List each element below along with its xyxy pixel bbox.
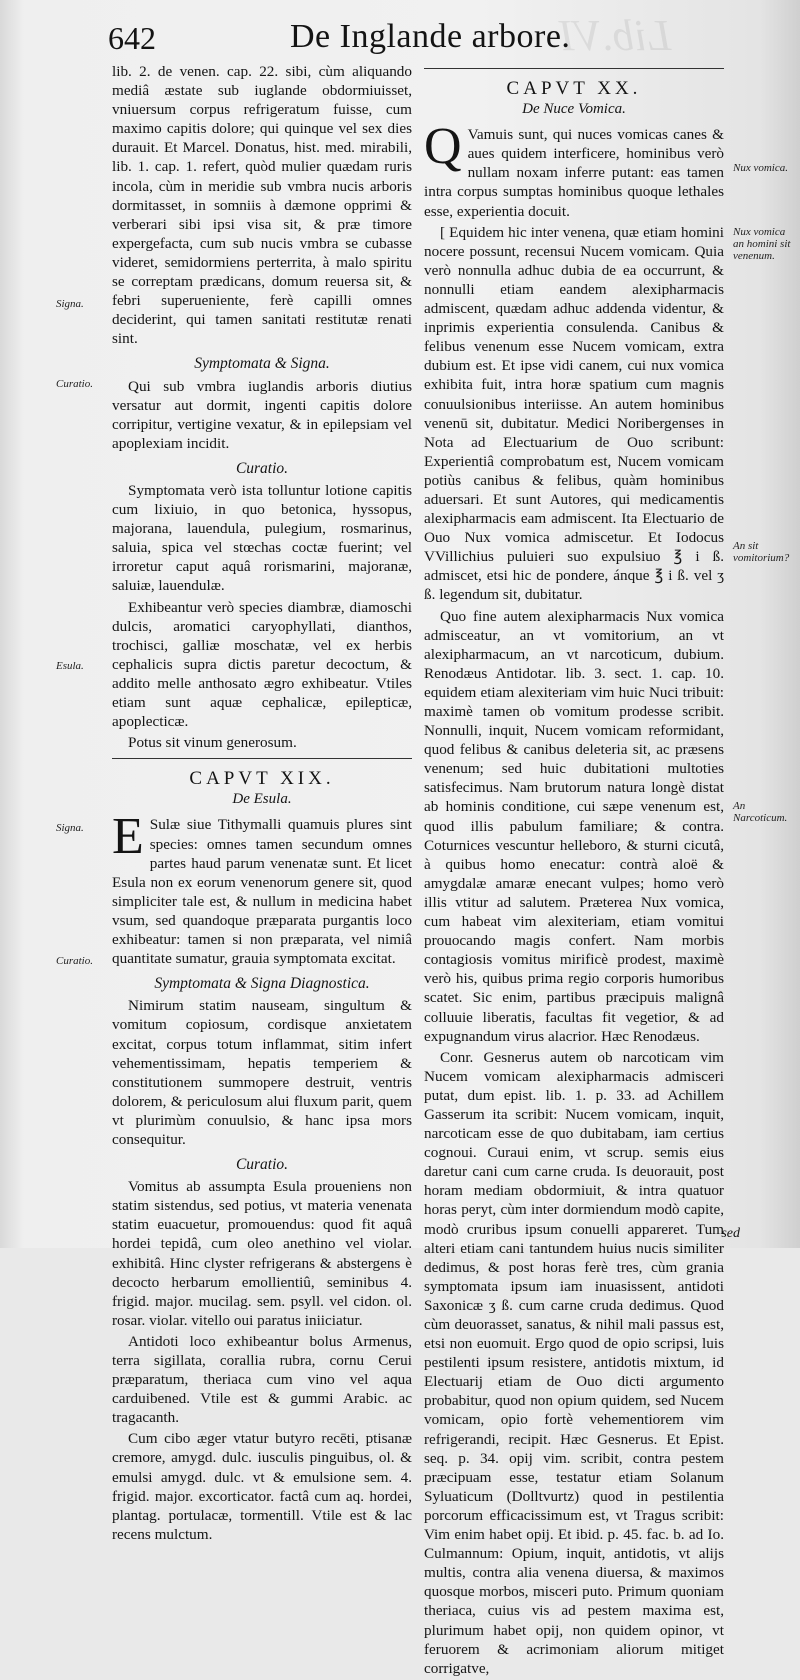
curatio-2-paragraph-2: Antidoti loco exhibeantur bolus Armenus, terra sigillata, corallia rubra, cornu Cerui præparatum, theriaca cum vino vel aqua carduibened. Vtile est & gummi Arabic. ac tragacanth. (112, 1332, 412, 1427)
nux-drop-cap: Q (424, 118, 462, 176)
nux-paragraph-2: [ Equidem hic inter venena, quæ etiam homini nocere possunt, recensui Nucem vomicam. Quia verò nonnulla adhuc dubia de ea occurrunt, & nonnulli etiam eandem alexipharmacis admiscent, quædam adhuc addenda videntur, & inprimis experientia consulenda. Canibus & felibus venenum esse Nucem vomicam, extra dubium est. Et ipse vidi canem, cui nux vomica exhibita fuit, intra horæ spatium cum magnis conuulsionibus interiisse. An autem hominibus venenū sit, dubitatur. Medici Noribergenses in Nota ad Electuarium de Ouo scribunt: Experientiâ comprobatum est, Nucem vomicam potiùs canibus & felibus, quàm hominibus aduersari. Et sunt Autores, qui medicamentis alexipharmacis eam admiscent. Ita Electuario de Ouo Nux vomica admiscetur. Et Iodocus VVillichius puluieri suo expulsiuo ℥ i ß. admiscet, etsi hic de pondere, ánque ℥ i ß. vel ʒ ß. legendum sit, dubitatur. (424, 223, 724, 604)
nux-paragraph-3: Quo fine autem alexipharmacis Nux vomica admisceatur, an vt vomitorium, an vt alexipharmacum, an vt narcoticum, dubium. Renodæus Antidotar. lib. 3. sect. 1. cap. 10. equidem etiam alexiteriam vim huic Nuci tribuit: maximè tamen ob vomitum prodesse scribit. Nonnulli, inquit, Nucem vomicam reformidant, quod felibus & canibus deleteria sit, ac præsens venenum; sed huic dubitationi multoties satisfecimus. Nam brutorum natura longè distat ab hominis conditione, cui sæpe venenum est, quod illis pabulum familiare; & contra. Coturnices vescuntur helleboro, & sturni cicutâ, à quibus homo enecatur: contrà aloë & amygdalæ amaræ enecant vulpes; homo verò illis vtitur ad salutem. Præterea Nux vomica, cum habeat vim alexiteriam, etiam vomitui prouocando magis confert. Nam morbis contagiosis vomitus mirificè prodest, maximè verò his, quibus prima regio corporis humoribus scatet. Sic enim, partibus præcipuis malignâ colluuie liberatis, facultas fit vegetior, & ad expugnandum virus alacrior. Hæc Renodæus. (424, 607, 724, 1045)
margin-note-curatio: Curatio. (56, 378, 93, 390)
chapter-19-subtitle: De Esula. (232, 791, 292, 808)
esula-drop-cap: E (112, 808, 144, 866)
margin-note-signa-2: Signa. (56, 822, 84, 834)
symptomata-diagnostica-heading: Symptomata & Signa Diagnostica. (154, 975, 370, 993)
margin-note-esula: Esula. (56, 660, 84, 672)
curatio-2-paragraph-3: Cum cibo æger vtatur butyro recēti, ptisanæ cremore, amygd. dulc. iusculis pinguibus, ol. & emulsi amygd. dulc. vt & emulsione sem. 4. frigid. major. excorticator. factâ cum aq. hordei, plantag. portulacæ, tormentill. Vtile est & lac recens mulctum. (112, 1430, 412, 1543)
page-header (90, 12, 750, 58)
margin-note-curatio-2: Curatio. (56, 955, 93, 967)
curatio-2-paragraph-1: Vomitus ab assumpta Esula proueniens non statim sistendus, sed potius, vt materia venenata statim euacuetur, promouendus: quod fit aquâ hordei tepidâ, cum oleo anethino vel violar. exhibitâ. Hinc clyster refrigerans & abstergens è decocto herbarum emollientiû, seminibus 4. frigid. major. mucilag. sem. psyll. vel cidon. ol. rosar. violar. vitello oui paratus iniiciatur. (112, 1178, 412, 1329)
curatio-paragraph-3: Potus sit vinum generosum. (128, 734, 297, 752)
intro-paragraph: lib. 2. de venen. cap. 22. sibi, cùm aliquando mediâ æstate sub iuglande obdormiuisset, vniuersum corpus refrigeratum fuisse, cum maximo capitis dolore; qui quinque vel sex dies durauit. Et Marcel. Donatus, hist. med. mirabili, lib. 1. cap. 1. refert, quòd mulier quædam ruris incola, cùm in meridie sub vmbra nucis arboris dormitasset, in somniis à dæmone opprimi & verberari sibi ipsi visa sit, & præ timore expergefacta, cum sub nucis vmbra se cubasse videret, semidormiens perterrita, à malo spiritu se correptam prædicans, domum reuersa sit, & febri superueniente, ferè capilli omnes deciderint, qui tamen sanitati restitutæ renati sint. (112, 63, 412, 348)
nux-text-1: Vamuis sunt, qui nuces vomicas canes & aues quidem interficere, hominibus verò nullam noxam inferre putant: eas tamen intra corpus sumptas hominibus quoque lethales esse, experientia docuit. (424, 126, 724, 220)
page-number: 642 (108, 20, 156, 56)
catchword: sed (721, 1226, 740, 1241)
chapter-20-title: CAPVT XX. (506, 78, 642, 99)
running-title: De Inglande arbore. (290, 18, 571, 55)
curatio-paragraph-2: Exhibeantur verò species diambræ, diamoschi dulcis, aromatici caryophyllati, dianthos, trochisci, galliæ moschatæ, vel ex herbis cephalicis supra dictis paretur decoctum, & addito melle anthosato ægro exhibeatur. Vtiles etiam sunt aquæ cephalicæ, epilepticæ, apoplecticæ. (112, 598, 412, 731)
curatio-2-heading: Curatio. (235, 1156, 289, 1174)
symptomata-diagnostica-paragraph: Nimirum statim nauseam, singultum & vomitum copiosum, cordisque anxietatem excitat, corpus totum inflammat, sitim infert vehementissimam, hepatis temperiem & constitutionem summopere destruit, ventris dolorem, & periculosum alui fluxum parit, quem vt plurimùm conuulsio, & hanc ipsa mors consequitur. (112, 997, 412, 1148)
chapter-20-subtitle: De Nuce Vomica. (522, 101, 626, 118)
margin-note-signa: Signa. (56, 298, 84, 310)
left-column (112, 62, 412, 1546)
esula-text: Sulæ siue Tithymalli quamuis plures sint species: omnes tamen secundum omnes partes haud parum venenatæ sunt. Et licet Esula non ex eorum venenorum genere sit, quod simpliciter tale est, & nullum in medicina habet vsum, sed quandoque præparata purgantis loco exhibeatur: tamen si non præparata, vel nimiâ quantitate sumatur, grauia symptomata excitat. (112, 816, 412, 968)
chapter-19-title: CAPVT XIX. (189, 768, 335, 790)
chapter-20-rule (424, 68, 724, 69)
curatio-paragraph-1: Symptomata verò ista tolluntur lotione capitis cum lixiuio, in quo betonica, hyssopus, majorana, lauendula, pulegium, rosmarinus, saluia, spica vel stœchas coctæ fuerint; vel irroretur caput aquâ rorismarini, majoranæ, saluiæ, lauendulæ. (112, 481, 412, 595)
nux-paragraph-4: Conr. Gesnerus autem ob narcoticam vim Nucem vomicam alexipharmacis admisceri putat, dum epist. lib. 1. p. 33. ad Achillem Gasserum ita scribit: Nucem vomicam, inquit, narcoticam esse de quo dubitabam, iam certius cognoui. Curaui enim, vt scrup. semis eius daretur cani cum carne cruda. Is deuorauit, post horam mediam obdormiuit, & intra quatuor horas peryt, cùm inter dormiendum modò capite, modò cruribus ipsum conuelli appareret. Tum alteri etiam cani tantundem huius nucis similiter dedimus, & post horas ferè tres, cùm grania symptomata ipsum iam inuasissent, antidoti Saxonicæ ʒ ß. cum carne cruda dedimus. Quod cùm deuorasset, sanatus, & nihil mali passus est, etsi non euomuit. Ergo quod de opio scripsi, luis pestilenti ipsum resistere, antidotis mixtum, id Electuarij etiam de Ouo dicti argumento probabitur, quod non opium quidem, sed Nucem vomicam, opio fortè vehementiorem vim refrigerandi, recipit. Hæc Gesnerus. Et Epist. seq. p. 34. opij vim. scribit, contra pestem præcipuam esse, testatur etiam Solanum Syluaticum (Dolltvurtz) quod in pestilentia porcorum efficacissimum est, vt Tragus scribit: Vim enim habet opij. Et ibid. p. 45. fac. b. ad Io. Culmannum: Opium, inquit, antidotis, vt alijs multis, contra alia venena diuersa, & maximos quosque morbos, misceri puto. Primum quoniam theriaca, cuius vis ad pestem maxima est, plurimum habet opij, non quidem opinor, vt feruorem & acrimoniam aliorum mitiget corrigatve, (424, 1048, 724, 1677)
symptomata-paragraph: Qui sub vmbra iuglandis arboris diutius versatur aut dormit, ingenti capitis dolore corripitur, vertigine vexatur, & in epilepsiam vel apoplexiam incidit. (112, 377, 412, 452)
right-column (424, 62, 724, 1680)
symptomata-heading: Symptomata & Signa. (194, 355, 330, 373)
margin-note-vomitorium: An sit vomitorium? (733, 540, 790, 564)
section-divider (112, 758, 412, 759)
margin-note-narcoticum: An Narcoticum. (733, 800, 788, 824)
esula-paragraph (112, 808, 412, 968)
margin-note-nux-venenum: Nux vomica an homini sit venenum. (733, 226, 791, 262)
curatio-heading: Curatio. (235, 459, 289, 477)
bleed-through-title: Lib.VI (560, 11, 672, 60)
margin-note-nux: Nux vomica. (733, 162, 788, 174)
nux-paragraph-1 (424, 118, 724, 220)
